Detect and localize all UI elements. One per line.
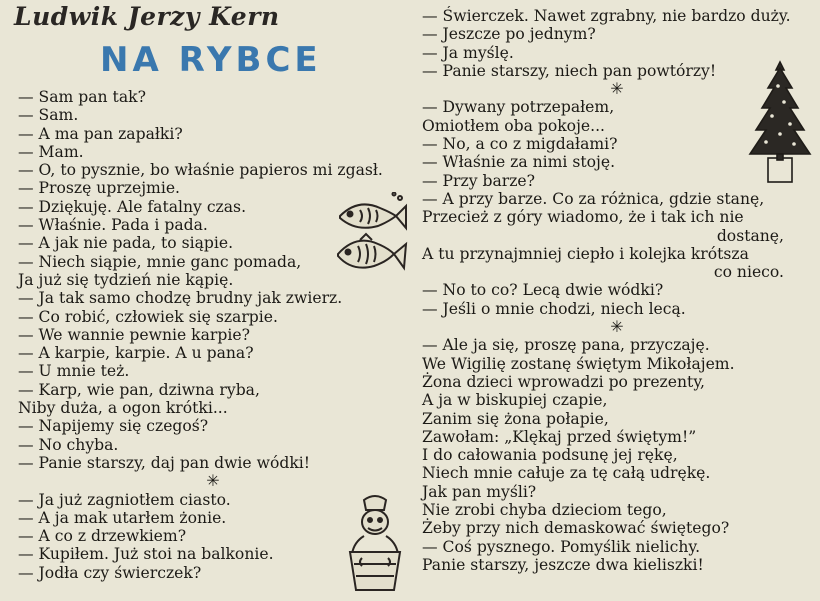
poem-line: — A przy barze. Co za różnica, gdzie stanę,	[422, 189, 765, 208]
poem-line: A ja w biskupiej czapie,	[422, 391, 608, 410]
poem-line: — U mnie też.	[18, 362, 130, 381]
poem-line: — Panie starszy, daj pan dwie wódki!	[18, 453, 311, 472]
poem-column-left	[18, 88, 398, 582]
poem-line: — A ja mak utarłem żonie.	[18, 508, 227, 527]
poem-line: — No, a co z migdałami?	[422, 135, 618, 154]
poem-line: — A co z drzewkiem?	[18, 527, 187, 546]
poem-line: — Napijemy się czegoś?	[18, 417, 209, 436]
poem-line: Ja już się tydzień nie kąpię.	[18, 270, 234, 289]
poem-line: — A ma pan zapałki?	[18, 124, 183, 143]
poem-line: Niby duża, a ogon krótki...	[18, 399, 228, 418]
poem-line: — Ja już zagniotłem ciasto.	[18, 490, 231, 509]
poem-line: Żeby przy nich demaskować świętego?	[422, 519, 730, 538]
poem-line: — Ja tak samo chodzę brudny jak zwierz.	[18, 289, 343, 308]
poem-line: Niech mnie całuje za tę całą udrękę.	[422, 464, 711, 483]
man-in-tub-icon	[344, 494, 406, 594]
poem-line: Przecież z góry wiadomo, że i tak ich nie	[422, 208, 744, 227]
poem-column-right	[422, 7, 791, 574]
poem-line: — Jeszcze po jednym?	[422, 25, 596, 44]
fish-icon	[330, 192, 410, 288]
poem-line: — No to co? Lecą dwie wódki?	[422, 281, 664, 300]
poem-line: Nie zrobi chyba dzieciom tego,	[422, 501, 667, 520]
poem-line: — Mam.	[18, 142, 84, 161]
poem-line: Jak pan myśli?	[422, 482, 537, 501]
poem-line: — Sam pan tak?	[18, 88, 146, 106]
poem-line: — Ale ja się, proszę pana, przyczaję.	[422, 336, 710, 355]
poem-line: I do całowania podsunę jej rękę,	[422, 446, 678, 465]
poem-line: — Właśnie za nimi stoję.	[422, 153, 616, 172]
poem-line: — We wannie pewnie karpie?	[18, 325, 250, 344]
poem-line: — Świerczek. Nawet zgrabny, nie bardzo duży.	[422, 7, 791, 25]
article-title: NA RYBCE	[100, 40, 322, 80]
poem-line: — Coś pysznego. Pomyślik nielichy.	[422, 537, 701, 556]
poem-line: — Co robić, człowiek się szarpie.	[18, 307, 278, 326]
poem-line: We Wigilię zostanę świętym Mikołajem.	[422, 354, 735, 373]
section-separator-asterisk: ✳	[206, 471, 220, 491]
poem-line: — Proszę uprzejmie.	[18, 179, 181, 198]
poem-line: Panie starszy, jeszcze dwa kieliszki!	[422, 555, 704, 574]
poem-line: — A karpie, karpie. A u pana?	[18, 344, 254, 363]
poem-line: — Jeśli o mnie chodzi, niech lecą.	[422, 299, 686, 318]
poem-line: Omiotłem oba pokoje...	[422, 116, 606, 135]
poem-line: Żona dzieci wprowadzi po prezenty,	[422, 372, 706, 391]
section-separator-asterisk: ✳	[610, 317, 624, 337]
poem-line-continuation: dostanę,	[716, 226, 784, 245]
poem-line: Zanim się żona połapie,	[422, 409, 609, 428]
poem-line: — O, to pysznie, bo właśnie papieros mi zgasł.	[18, 161, 383, 180]
poem-line: Zawołam: „Klękaj przed świętym!”	[422, 427, 697, 446]
author-name: Ludwik Jerzy Kern	[14, 2, 280, 31]
poem-line: — Ja myślę.	[422, 43, 514, 62]
poem-line: A tu przynajmniej ciepło i kolejka krótsza	[422, 244, 749, 263]
section-separator-asterisk: ✳	[610, 79, 624, 99]
poem-line: — A jak nie pada, to siąpie.	[18, 234, 234, 253]
poem-line: — Panie starszy, niech pan powtórzy!	[422, 61, 717, 80]
poem-line: — Dywany potrzepałem,	[422, 98, 615, 117]
poem-line: — Niech siąpie, mnie ganc pomada,	[18, 252, 302, 271]
christmas-tree-icon	[744, 58, 816, 190]
poem-line: — Dziękuję. Ale fatalny czas.	[18, 197, 247, 216]
poem-line: — Sam.	[18, 106, 79, 125]
poem-line-continuation: co nieco.	[713, 263, 784, 282]
poem-line: — Przy barze?	[422, 171, 536, 190]
poem-line: — No chyba.	[18, 435, 119, 454]
poem-line: — Jodła czy świerczek?	[18, 563, 202, 582]
poem-line: — Kupiłem. Już stoi na balkonie.	[18, 545, 274, 564]
poem-line: — Karp, wie pan, dziwna ryba,	[18, 380, 260, 399]
poem-line: — Właśnie. Pada i pada.	[18, 216, 208, 235]
